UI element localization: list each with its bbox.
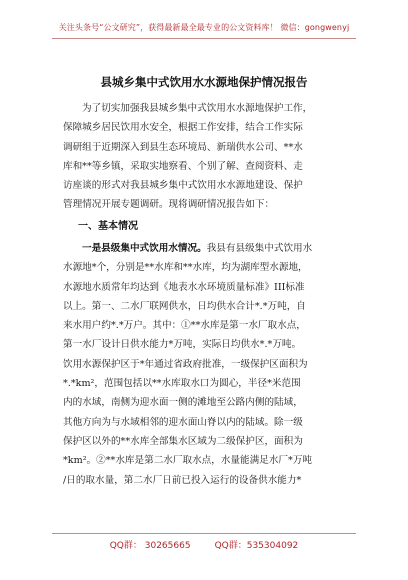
- text-line: 来水用户约*.*万户。其中：①**水库是第一水厂取水点，: [63, 320, 306, 332]
- text-run: 我县有县级集中式饮用水: [206, 243, 313, 254]
- text-line: /日的取水量，第二水厂日前已投入运行的设备供水能力*: [63, 474, 302, 486]
- document-title: 县城乡集中式饮用水水源地保护情况报告: [100, 75, 308, 89]
- paragraph-lead: 一是县级集中式饮用水情况。: [82, 243, 207, 254]
- text-line: 水源地*个，分别是**水库和**水库，均为湖库型水源地，: [63, 262, 308, 274]
- text-line: 管理情况开展专题调研。现将调研情况报告如下：: [63, 199, 275, 211]
- text-line: 保障城乡居民饮用水安全，根据工作安排，结合工作实际: [63, 122, 303, 134]
- text-line: [63, 239, 345, 258]
- text-line: 其他方向为与水域相邻的迎水面山脊以内的陆域。除一级: [63, 416, 303, 428]
- text-line: *.*km²，范围包括以**水库取水口为圆心，半径*米范围: [63, 378, 301, 390]
- section-heading: 一、基本情况: [78, 221, 138, 232]
- text-line: 保护区以外的**水库全部集水区域为二级保护区，面积为: [63, 435, 303, 447]
- text-line: 以上。第一、二水厂联网供水，日均供水合计*.*万吨，自: [63, 300, 306, 312]
- text-line: 内的水域，南侧为迎水面一侧的滩地至公路内侧的陆域，: [63, 397, 303, 409]
- footer-divider: [52, 533, 356, 534]
- text-line: 为了切实加强我县城乡集中式饮用水水源地保护工作，: [82, 103, 313, 114]
- paragraph-intro: [63, 99, 345, 215]
- text-line: 库和**等乡镇，采取实地察看、个别了解、查阅资料、走: [63, 160, 303, 172]
- footer-qq-group-1: QQ群： 30265665: [109, 541, 191, 551]
- footer: [0, 538, 408, 551]
- footer-qq-group-2: QQ群：535304092: [214, 541, 299, 551]
- text-line: 调研组于近期深入到县生态环境局、新瑞供水公司、**水: [63, 141, 303, 153]
- paragraph-county-water: [63, 239, 345, 490]
- text-line: 第一水厂设计日供水能力*万吨，实际日均供水*.*万吨。: [63, 339, 302, 351]
- text-line: 访座谈的形式对我县城乡集中式饮用水水源地建设、保护: [63, 180, 303, 192]
- text-line: *km²。②**水库是第二水厂取水点，水量能满足水厂*万吨: [63, 455, 313, 467]
- header-divider: [52, 38, 356, 39]
- text-line: 水源地水质常年均达到《地表水水环境质量标准》III标准: [63, 281, 305, 293]
- header-banner: 关注头条号“公文研究”，获得最新最全最专业的公文资料库！ 微信：gongwenyj: [58, 23, 350, 32]
- text-line: 饮用水源保护区于*年通过省政府批准，一级保护区面积为: [63, 358, 308, 370]
